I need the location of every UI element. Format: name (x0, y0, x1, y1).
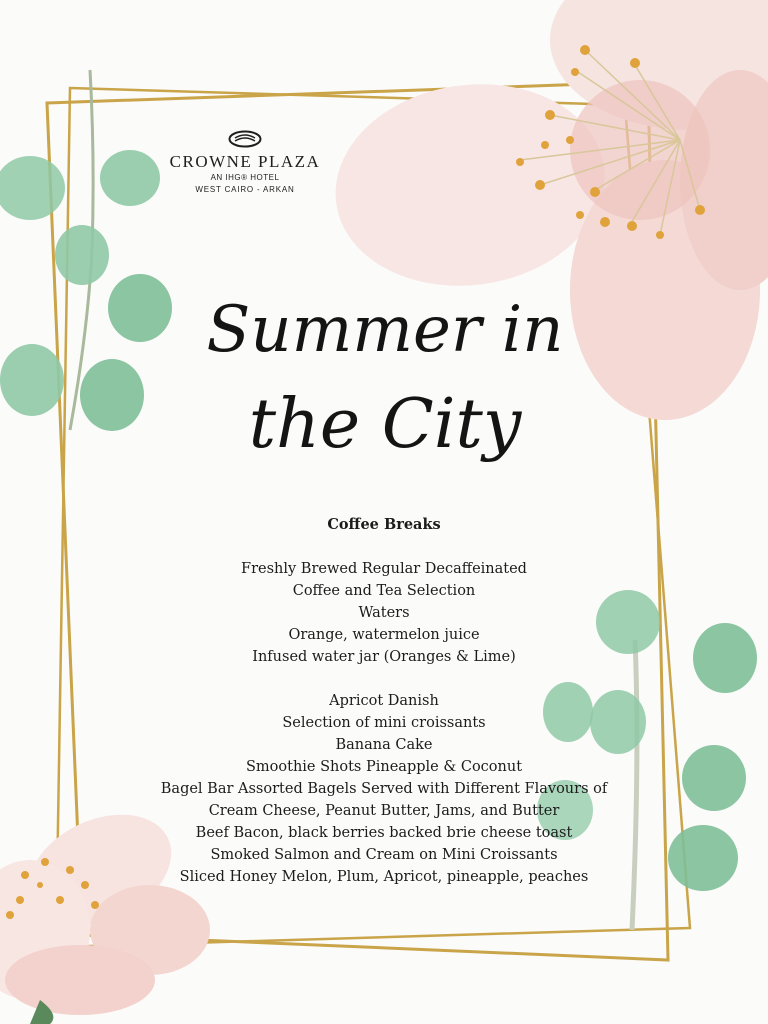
list-item: Infused water jar (Oranges & Lime) (252, 649, 516, 665)
section-title: Coffee Breaks (327, 516, 441, 533)
list-item: Freshly Brewed Regular Decaffeinated (241, 561, 527, 577)
list-item: Sliced Honey Melon, Plum, Apricot, pineapple, peaches (179, 869, 589, 885)
food-list (120, 690, 648, 888)
eucalyptus-left (0, 70, 172, 431)
list-item: Cream Cheese, Peanut Butter, Jams, and Butter (208, 803, 560, 819)
brand-tagline: AN IHG® HOTEL (210, 173, 280, 182)
list-item: Banana Cake (335, 737, 433, 753)
list-item: Smoked Salmon and Cream on Mini Croissants (210, 847, 558, 863)
beverages-list (120, 558, 648, 668)
list-item: Smoothie Shots Pineapple & Coconut (245, 759, 523, 775)
crown-logo-icon (228, 130, 262, 148)
list-item: Beef Bacon, black berries backed brie cheese toast (195, 825, 573, 841)
list-item: Selection of mini croissants (282, 715, 486, 731)
list-item: Waters (358, 605, 410, 621)
menu-content (120, 514, 648, 910)
list-item: Apricot Danish (329, 693, 439, 709)
hotel-logo (160, 130, 330, 196)
page-title (200, 270, 570, 500)
brand-name: CROWNE PLAZA (169, 152, 321, 171)
title-line-2: the City (248, 385, 522, 464)
list-item: Orange, watermelon juice (288, 627, 480, 643)
list-item: Coffee and Tea Selection (292, 583, 476, 599)
title-line-1: Summer in (206, 293, 564, 367)
hotel-location: WEST CAIRO - ARKAN (195, 185, 295, 194)
list-item: Bagel Bar Assorted Bagels Served with Different Flavours of (160, 781, 608, 797)
